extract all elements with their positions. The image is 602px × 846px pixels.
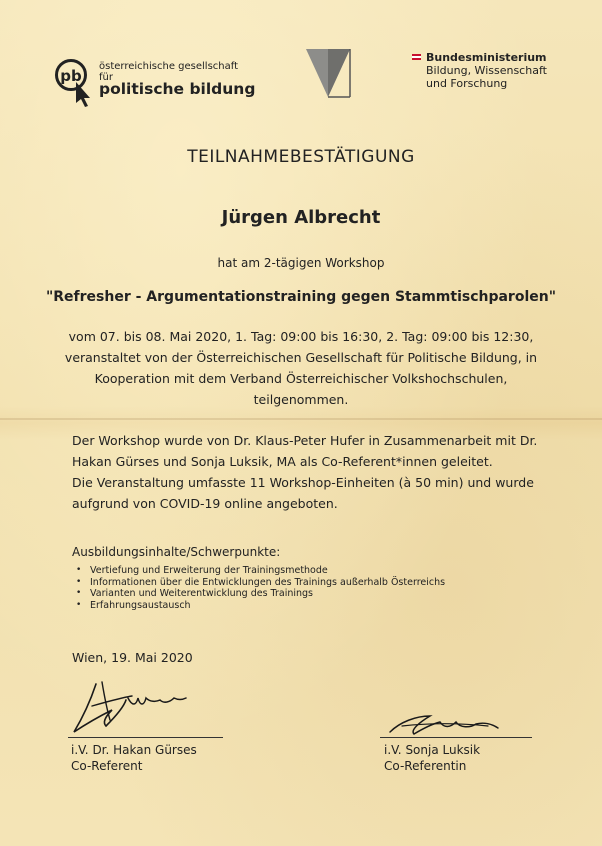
signatory-left	[71, 742, 197, 774]
paper-fold	[0, 418, 602, 420]
signatory-right-role: Co-Referentin	[384, 759, 467, 773]
signature-right-icon	[380, 702, 500, 742]
ministry-line2: Bildung, Wissenschaft	[426, 64, 547, 78]
austria-flag-icon	[412, 54, 421, 60]
pb-org-line2: für	[99, 72, 113, 83]
signatory-right-name: i.V. Sonja Luksik	[384, 743, 481, 757]
signature-line-left	[68, 737, 223, 738]
description-line: aufgrund von COVID-19 online angeboten.	[72, 496, 338, 511]
details-line: vom 07. bis 08. Mai 2020, 1. Tag: 09:00 bis 16:30, 2. Tag: 09:00 bis 12:30,	[68, 329, 534, 344]
signature-line-right	[380, 737, 532, 738]
list-item: • Vertiefung und Erweiterung der Trainingsmethode	[76, 565, 445, 577]
workshop-details	[60, 326, 542, 410]
pb-logo-icon	[54, 58, 92, 108]
description-line: Der Workshop wurde von Dr. Klaus-Peter Hufer in Zusammenarbeit mit Dr.	[72, 433, 538, 448]
ministry-line3: und Forschung	[426, 77, 508, 91]
svg-text:pb: pb	[60, 67, 82, 85]
details-line: teilgenommen.	[253, 392, 349, 407]
signatory-left-name: i.V. Dr. Hakan Gürses	[71, 743, 197, 757]
workshop-description	[72, 430, 542, 514]
participant-name: Jürgen Albrecht	[221, 207, 381, 228]
v-logo-icon	[305, 47, 351, 99]
ministry-logo	[426, 51, 547, 91]
certificate-heading: TEILNAHMEBESTÄTIGUNG	[187, 147, 415, 167]
description-line: Hakan Gürses und Sonja Luksik, MA als Co-Referent*innen geleitet.	[72, 454, 493, 469]
list-item: • Informationen über die Entwicklungen des Trainings außerhalb Österreichs	[76, 577, 445, 589]
content-list	[76, 565, 445, 611]
pb-organization	[99, 62, 255, 98]
description-line: Die Veranstaltung umfasste 11 Workshop-Einheiten (à 50 min) und wurde	[72, 475, 534, 490]
ministry-title: Bundesministerium	[426, 51, 547, 64]
content-label: Ausbildungsinhalte/Schwerpunkte:	[72, 545, 281, 559]
details-line: Kooperation mit dem Verband Österreichischer Volkshochschulen,	[94, 371, 508, 386]
signatory-right	[384, 742, 480, 774]
details-line: veranstaltet von der Österreichischen Gesellschaft für Politische Bildung, in	[64, 350, 538, 365]
list-item: • Varianten und Weiterentwicklung des Trainings	[76, 588, 445, 600]
intro-text: hat am 2-tägigen Workshop	[217, 256, 385, 270]
signature-left-icon	[66, 676, 196, 738]
place-date: Wien, 19. Mai 2020	[72, 650, 193, 665]
signatory-left-role: Co-Referent	[71, 759, 143, 773]
pb-org-line3: politische bildung	[99, 80, 256, 98]
workshop-title: "Refresher - Argumentationstraining gegen Stammtischparolen"	[45, 289, 557, 305]
pb-org-line1: österreichische gesellschaft	[99, 61, 239, 72]
list-item: • Erfahrungsaustausch	[76, 600, 445, 612]
